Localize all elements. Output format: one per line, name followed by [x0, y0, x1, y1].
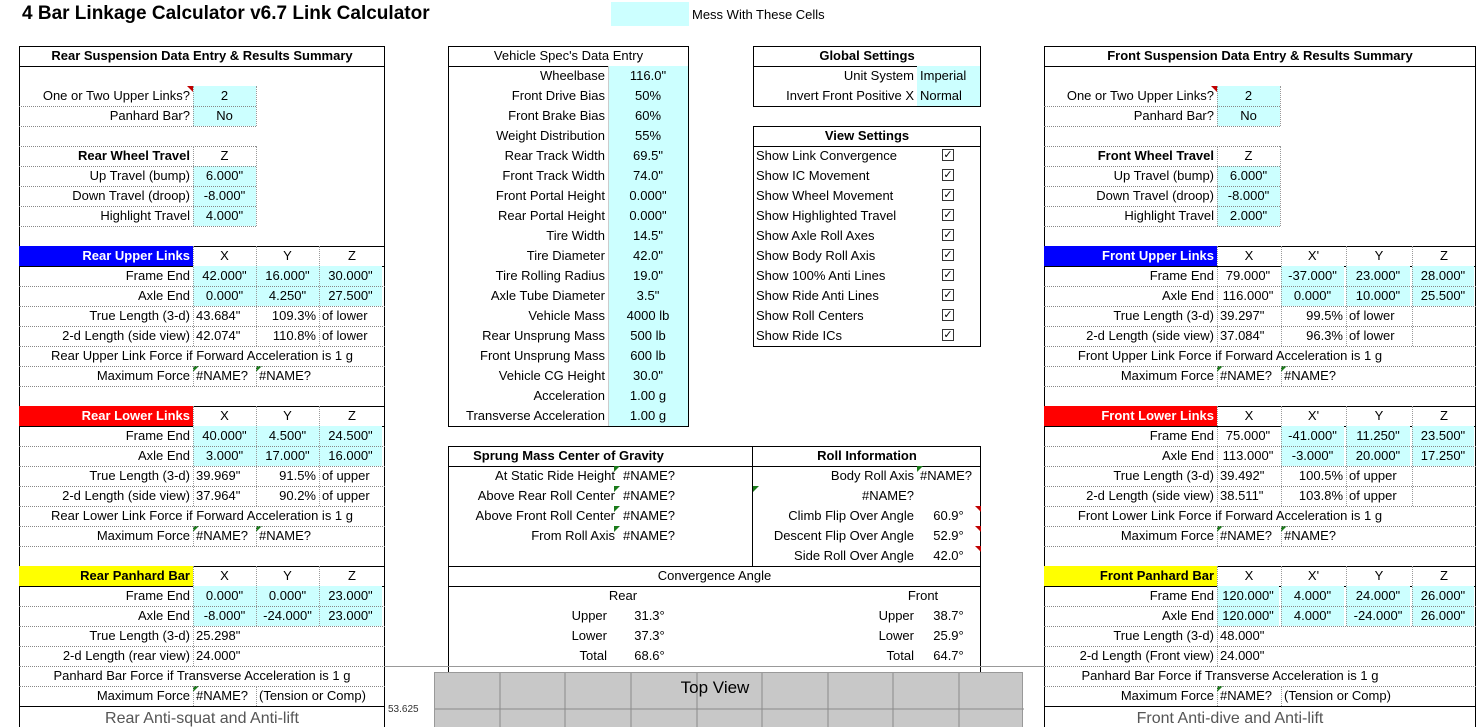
vehicle-spec-input[interactable]: 69.5": [608, 146, 688, 166]
front-upper-side-length-pct: 96.3%: [1306, 328, 1343, 343]
rear-upper-side-length-pct: 110.8%: [272, 328, 316, 343]
vehicle-spec-input[interactable]: 0.000": [608, 206, 688, 226]
vehicle-spec-input[interactable]: 42.0": [608, 246, 688, 266]
rear-panhard-frame-label: Frame End: [125, 588, 190, 603]
rear-upper-col-y: Y: [283, 248, 292, 263]
rear-panhard-max-force-note: (Tension or Comp): [259, 688, 366, 703]
rear-upper-true-length-label: True Length (3-d): [89, 308, 190, 323]
front-lower-axle-xp[interactable]: -3.000": [1281, 446, 1344, 466]
rear-upper-max-force-a: #NAME?: [196, 368, 249, 383]
rear-panhard-axle-x[interactable]: -8.000": [193, 606, 256, 626]
front-lower-max-force-label: Maximum Force: [1120, 528, 1214, 543]
vehicle-spec-header: Vehicle Spec's Data Entry: [493, 48, 644, 63]
rear-upper-col-z: Z: [348, 248, 356, 263]
vehicle-spec-label: Wheelbase: [539, 68, 605, 83]
rear-up-travel-input[interactable]: 6.000": [193, 166, 256, 186]
front-lower-axle-z[interactable]: 17.250": [1412, 446, 1474, 466]
vehicle-spec-input[interactable]: 19.0": [608, 266, 688, 286]
rear-lower-side-length-of: of upper: [322, 488, 370, 503]
front-lower-frame-y[interactable]: 11.250": [1346, 426, 1410, 446]
vehicle-spec-label: Tire Diameter: [526, 248, 605, 263]
rear-lower-axle-x[interactable]: 3.000": [193, 446, 256, 466]
front-lower-side-length-label: 2-d Length (side view): [1086, 488, 1214, 503]
front-lower-frame-x: 75.000": [1225, 428, 1271, 443]
front-upper-conv-value: 38.7°: [933, 608, 964, 623]
rear-upper-axle-y[interactable]: 4.250": [256, 286, 319, 306]
rear-panhard-rear-length: 24.000": [196, 648, 241, 663]
rear-panhard-input[interactable]: No: [193, 106, 256, 126]
front-upper-axle-label: Axle End: [1161, 288, 1214, 303]
front-upper-max-force-label: Maximum Force: [1120, 368, 1214, 383]
vehicle-spec-input[interactable]: 116.0": [608, 66, 688, 86]
view-setting-checkbox[interactable]: ✓: [943, 169, 953, 181]
front-lower-side-length-of: of upper: [1349, 488, 1397, 503]
rear-panhard-col-y: Y: [283, 568, 292, 583]
vehicle-spec-input[interactable]: 4000 lb: [608, 306, 688, 326]
rear-lower-max-force-a: #NAME?: [196, 528, 249, 543]
rear-lower-conv-value: 37.3°: [634, 628, 665, 643]
rear-panhard-bar-title: Rear Panhard Bar: [19, 566, 193, 586]
rear-highlight-travel-label: Highlight Travel: [100, 208, 190, 223]
front-upper-side-length-label: 2-d Length (side view): [1086, 328, 1214, 343]
vehicle-spec-label: Transverse Acceleration: [466, 408, 605, 423]
rear-lower-side-length-pct: 90.2%: [279, 488, 316, 503]
front-upper-conv-label: Upper: [878, 608, 914, 623]
view-setting-label: Show Roll Centers: [756, 308, 864, 323]
front-lower-side-length-pct: 103.8%: [1298, 488, 1343, 503]
cg-row-label: At Static Ride Height: [495, 468, 615, 483]
front-lower-col-z: Z: [1440, 408, 1448, 423]
vehicle-spec-label: Rear Portal Height: [498, 208, 605, 223]
front-panhard-true-length: 48.000": [1220, 628, 1265, 643]
rear-wheel-travel-axis: Z: [220, 148, 229, 163]
vehicle-spec-input[interactable]: 55%: [608, 126, 688, 146]
front-panhard-axle-xp[interactable]: 4.000": [1281, 606, 1344, 626]
rear-lower-frame-label: Frame End: [125, 428, 190, 443]
rear-upper-true-length: 43.684": [196, 308, 241, 323]
rear-header: Rear Suspension Data Entry & Results Summary: [51, 48, 353, 63]
rear-upper-side-length-of: of lower: [322, 328, 368, 343]
front-upper-max-force-b: #NAME?: [1284, 368, 1337, 383]
rear-upper-max-force-b: #NAME?: [259, 368, 312, 383]
cg-row-label: Above Front Roll Center: [475, 508, 615, 523]
front-panhard-front-length: 24.000": [1220, 648, 1265, 663]
front-lower-true-length-pct: 100.5%: [1298, 468, 1343, 483]
rear-panhard-frame-x[interactable]: 0.000": [193, 586, 256, 606]
front-panhard-max-force-label: Maximum Force: [1120, 688, 1214, 703]
front-upper-true-length-pct: 99.5%: [1306, 308, 1343, 323]
convergence-rear-label: Rear: [608, 588, 638, 603]
front-panhard-title: Front Panhard Bar: [1044, 566, 1217, 586]
cg-row-label: From Roll Axis: [531, 528, 615, 543]
rear-upper-col-x: X: [220, 248, 229, 263]
front-lower-side-length: 38.511": [1220, 488, 1264, 503]
rear-panhard-col-z: Z: [348, 568, 356, 583]
rear-panhard-force-text: Panhard Bar Force if Transverse Acceleration is 1 g: [53, 668, 351, 683]
front-lower-col-xp: X': [1307, 408, 1320, 423]
rear-total-conv-label: Total: [579, 648, 607, 663]
rear-upper-axle-label: Axle End: [137, 288, 190, 303]
front-upper-axle-y[interactable]: 10.000": [1346, 286, 1410, 306]
rear-panhard-frame-y[interactable]: 0.000": [256, 586, 319, 606]
rear-upper-side-length: 42.074": [196, 328, 241, 343]
front-lower-axle-y[interactable]: 20.000": [1346, 446, 1410, 466]
body-roll-axis-value: #NAME?: [920, 468, 973, 483]
vehicle-spec-input[interactable]: 3.5": [608, 286, 688, 306]
vehicle-spec-label: Rear Track Width: [504, 148, 605, 163]
rear-lower-col-x: X: [220, 408, 229, 423]
front-upper-true-length-of: of lower: [1349, 308, 1395, 323]
roll-row-value: 52.9°: [933, 528, 964, 543]
convergence-header: Convergence Angle: [657, 568, 772, 583]
front-lower-conv-label: Lower: [878, 628, 914, 643]
rear-panhard-frame-z[interactable]: 23.000": [319, 586, 382, 606]
roll-row-label: Side Roll Over Angle: [794, 548, 914, 563]
front-total-conv-value: 64.7°: [933, 648, 964, 663]
view-setting-label: Show IC Movement: [756, 168, 870, 183]
rear-one-two-input[interactable]: 2: [193, 86, 256, 106]
view-setting-checkbox[interactable]: ✓: [943, 269, 953, 281]
front-lower-true-length-of: of upper: [1349, 468, 1397, 483]
vehicle-spec-input[interactable]: 60%: [608, 106, 688, 126]
front-wheel-travel-axis: Z: [1244, 148, 1253, 163]
rear-upper-max-force-label: Maximum Force: [96, 368, 190, 383]
front-anti-title: Front Anti-dive and Anti-lift: [1136, 710, 1324, 727]
vehicle-spec-input[interactable]: 600 lb: [608, 346, 688, 366]
top-view-side-value: 53.625: [388, 704, 419, 715]
front-panhard-max-force-a: #NAME?: [1220, 688, 1273, 703]
roll-info-header: Roll Information: [817, 448, 917, 463]
front-lower-force-text: Front Lower Link Force if Forward Acceleration is 1 g: [1077, 508, 1383, 523]
front-lower-axle-label: Axle End: [1161, 448, 1214, 463]
rear-panhard-axle-z[interactable]: 23.000": [319, 606, 382, 626]
front-up-travel-input[interactable]: 6.000": [1217, 166, 1280, 186]
front-lower-title: Front Lower Links: [1044, 406, 1217, 426]
rear-lower-links-title: Rear Lower Links: [19, 406, 193, 426]
front-lower-col-y: Y: [1374, 408, 1384, 423]
vehicle-spec-label: Front Brake Bias: [508, 108, 605, 123]
front-upper-col-y: Y: [1374, 248, 1384, 263]
front-panhard-max-force-b: (Tension or Comp): [1284, 688, 1391, 703]
invert-front-x-select[interactable]: Normal: [917, 86, 980, 106]
front-upper-frame-y[interactable]: 23.000": [1346, 266, 1410, 286]
front-panhard-col-y: Y: [1374, 568, 1384, 583]
front-upper-max-force-a: #NAME?: [1220, 368, 1273, 383]
rear-wheel-travel-label: Rear Wheel Travel: [78, 148, 190, 163]
body-roll-axis-label: Body Roll Axis: [830, 468, 914, 483]
front-lower-frame-xp[interactable]: -41.000": [1281, 426, 1344, 446]
rear-upper-conv-label: Upper: [571, 608, 607, 623]
vehicle-spec-label: Front Unsprung Mass: [480, 348, 605, 363]
front-upper-axle-x: 116.000": [1222, 288, 1274, 303]
front-upper-col-x: X: [1244, 248, 1254, 263]
unit-system-label: Unit System: [843, 68, 914, 83]
front-up-travel-label: Up Travel (bump): [1113, 168, 1214, 183]
cg-row-value: #NAME?: [623, 468, 676, 483]
rear-upper-axle-z[interactable]: 27.500": [319, 286, 382, 306]
cg-row-value: #NAME?: [623, 508, 676, 523]
front-lower-true-length: 39.492": [1220, 468, 1265, 483]
vehicle-spec-label: Vehicle Mass: [528, 308, 605, 323]
vehicle-spec-input[interactable]: 14.5": [608, 226, 688, 246]
roll-secondary-value: #NAME?: [861, 488, 914, 503]
front-lower-frame-label: Frame End: [1149, 428, 1214, 443]
cg-row-value: #NAME?: [623, 528, 676, 543]
rear-lower-true-length-pct: 91.5%: [279, 468, 316, 483]
view-settings-header: View Settings: [824, 128, 910, 143]
vehicle-spec-input[interactable]: 74.0": [608, 166, 688, 186]
view-setting-label: Show Ride Anti Lines: [756, 288, 879, 303]
front-panhard-frame-label: Frame End: [1149, 588, 1214, 603]
vehicle-spec-input[interactable]: 500 lb: [608, 326, 688, 346]
view-setting-label: Show Wheel Movement: [756, 188, 894, 203]
roll-row-value: 42.0°: [933, 548, 964, 563]
page-title: 4 Bar Linkage Calculator v6.7 Link Calculator: [22, 3, 430, 24]
vehicle-spec-input[interactable]: 50%: [608, 86, 688, 106]
front-panhard-front-length-label: 2-d Length (Front view): [1079, 648, 1214, 663]
front-upper-col-z: Z: [1440, 248, 1448, 263]
front-panhard-frame-y[interactable]: 24.000": [1346, 586, 1410, 606]
front-lower-axle-x: 113.000": [1222, 448, 1274, 463]
top-view-chart[interactable]: [434, 672, 1023, 727]
front-one-two-input[interactable]: 2: [1217, 86, 1280, 106]
rear-one-two-label: One or Two Upper Links?: [42, 88, 190, 103]
rear-down-travel-input[interactable]: -8.000": [193, 186, 256, 206]
front-upper-frame-x: 79.000": [1225, 268, 1271, 283]
front-upper-axle-xp[interactable]: 0.000": [1281, 286, 1344, 306]
rear-lower-force-text: Rear Lower Link Force if Forward Acceleration is 1 g: [50, 508, 353, 523]
front-upper-frame-z[interactable]: 28.000": [1412, 266, 1474, 286]
front-upper-col-xp: X': [1307, 248, 1320, 263]
rear-lower-true-length-of: of upper: [322, 468, 370, 483]
rear-upper-true-length-of: of lower: [322, 308, 368, 323]
rear-upper-frame-label: Frame End: [125, 268, 190, 283]
front-panhard-force-text: Panhard Bar Force if Transverse Acceleration is 1 g: [1081, 668, 1379, 683]
front-panhard-label: Panhard Bar?: [1133, 108, 1214, 123]
rear-lower-side-length-label: 2-d Length (side view): [62, 488, 190, 503]
view-setting-checkbox[interactable]: ✓: [943, 209, 953, 221]
roll-row-label: Descent Flip Over Angle: [773, 528, 914, 543]
front-down-travel-input[interactable]: -8.000": [1217, 186, 1280, 206]
vehicle-spec-label: Tire Width: [546, 228, 605, 243]
front-upper-force-text: Front Upper Link Force if Forward Acceleration is 1 g: [1077, 348, 1383, 363]
rear-lower-max-force-label: Maximum Force: [96, 528, 190, 543]
rear-lower-conv-label: Lower: [571, 628, 607, 643]
rear-lower-axle-label: Axle End: [137, 448, 190, 463]
front-lower-max-force-a: #NAME?: [1220, 528, 1273, 543]
convergence-front-label: Front: [907, 588, 939, 603]
view-setting-label: Show Ride ICs: [756, 328, 842, 343]
front-upper-true-length: 39.297": [1220, 308, 1265, 323]
rear-highlight-travel-input[interactable]: 4.000": [193, 206, 256, 226]
front-panhard-col-x: X: [1244, 568, 1254, 583]
rear-panhard-max-force-a: #NAME?: [196, 688, 249, 703]
vehicle-spec-label: Rear Unsprung Mass: [482, 328, 605, 343]
rear-upper-frame-y[interactable]: 16.000": [256, 266, 319, 286]
rear-upper-true-length-pct: 109.3%: [271, 308, 316, 323]
front-highlight-travel-label: Highlight Travel: [1124, 208, 1214, 223]
front-one-two-label: One or Two Upper Links?: [1066, 88, 1214, 103]
rear-panhard-label: Panhard Bar?: [109, 108, 190, 123]
vehicle-spec-input[interactable]: 1.00 g: [608, 406, 688, 426]
view-setting-checkbox[interactable]: ✓: [943, 229, 953, 241]
front-panhard-axle-y[interactable]: -24.000": [1346, 606, 1410, 626]
view-setting-label: Show Body Roll Axis: [756, 248, 876, 263]
rear-lower-col-z: Z: [348, 408, 356, 423]
vehicle-spec-label: Vehicle CG Height: [498, 368, 605, 383]
view-setting-label: Show Highlighted Travel: [756, 208, 897, 223]
rear-upper-frame-x[interactable]: 42.000": [193, 266, 256, 286]
front-highlight-travel-input[interactable]: 2.000": [1217, 206, 1280, 226]
view-setting-checkbox[interactable]: ✓: [943, 149, 953, 161]
rear-panhard-rear-length-label: 2-d Length (rear view): [62, 648, 190, 663]
front-panhard-col-z: Z: [1440, 568, 1448, 583]
rear-upper-axle-x[interactable]: 0.000": [193, 286, 256, 306]
front-header: Front Suspension Data Entry & Results Summary: [1107, 48, 1413, 63]
vehicle-spec-label: Acceleration: [533, 388, 605, 403]
front-panhard-frame-xp[interactable]: 4.000": [1281, 586, 1344, 606]
front-upper-axle-z[interactable]: 25.500": [1412, 286, 1474, 306]
front-wheel-travel-label: Front Wheel Travel: [1097, 148, 1214, 163]
cg-header: Sprung Mass Center of Gravity: [473, 448, 664, 463]
front-panhard-axle-label: Axle End: [1161, 608, 1214, 623]
view-setting-label: Show Axle Roll Axes: [756, 228, 875, 243]
front-upper-frame-label: Frame End: [1149, 268, 1214, 283]
view-setting-checkbox[interactable]: ✓: [943, 309, 953, 321]
view-setting-checkbox[interactable]: ✓: [943, 329, 953, 341]
rear-lower-true-length: 39.969": [196, 468, 241, 483]
rear-lower-true-length-label: True Length (3-d): [89, 468, 190, 483]
front-upper-side-length-of: of lower: [1349, 328, 1395, 343]
front-panhard-input[interactable]: No: [1217, 106, 1280, 126]
rear-panhard-true-length: 25.298": [196, 628, 241, 643]
view-setting-checkbox[interactable]: ✓: [943, 189, 953, 201]
rear-upper-links-title: Rear Upper Links: [19, 246, 193, 266]
rear-upper-frame-z[interactable]: 30.000": [319, 266, 382, 286]
legend-label: Mess With These Cells: [692, 7, 825, 22]
rear-lower-frame-y[interactable]: 4.500": [256, 426, 319, 446]
view-setting-checkbox[interactable]: ✓: [943, 289, 953, 301]
front-down-travel-label: Down Travel (droop): [1096, 188, 1214, 203]
front-panhard-frame-x[interactable]: 120.000": [1217, 586, 1279, 606]
rear-lower-max-force-b: #NAME?: [259, 528, 312, 543]
rear-lower-side-length: 37.964": [196, 488, 241, 503]
rear-panhard-true-length-label: True Length (3-d): [89, 628, 190, 643]
legend-swatch: [611, 2, 689, 26]
vehicle-spec-input[interactable]: 30.0": [608, 366, 688, 386]
front-upper-true-length-label: True Length (3-d): [1113, 308, 1214, 323]
front-panhard-axle-x[interactable]: 120.000": [1217, 606, 1279, 626]
invert-front-x-label: Invert Front Positive X: [786, 88, 914, 103]
rear-panhard-col-x: X: [220, 568, 229, 583]
front-upper-frame-xp[interactable]: -37.000": [1281, 266, 1344, 286]
view-setting-checkbox[interactable]: ✓: [943, 249, 953, 261]
vehicle-spec-label: Front Track Width: [502, 168, 605, 183]
vehicle-spec-input[interactable]: 0.000": [608, 186, 688, 206]
rear-lower-col-y: Y: [283, 408, 292, 423]
rear-lower-frame-x[interactable]: 40.000": [193, 426, 256, 446]
roll-row-value: 60.9°: [933, 508, 964, 523]
vehicle-spec-label: Front Portal Height: [495, 188, 605, 203]
rear-panhard-max-force-label: Maximum Force: [96, 688, 190, 703]
vehicle-spec-input[interactable]: 1.00 g: [608, 386, 688, 406]
front-upper-title: Front Upper Links: [1044, 246, 1217, 266]
rear-upper-conv-value: 31.3°: [634, 608, 665, 623]
front-lower-col-x: X: [1244, 408, 1254, 423]
vehicle-spec-label: Front Drive Bias: [511, 88, 605, 103]
rear-up-travel-label: Up Travel (bump): [89, 168, 190, 183]
rear-lower-axle-y[interactable]: 17.000": [256, 446, 319, 466]
front-lower-conv-value: 25.9°: [933, 628, 964, 643]
rear-anti-title: Rear Anti-squat and Anti-lift: [105, 710, 299, 727]
rear-total-conv-value: 68.6°: [634, 648, 665, 663]
front-panhard-true-length-label: True Length (3-d): [1113, 628, 1214, 643]
rear-upper-side-length-label: 2-d Length (side view): [62, 328, 190, 343]
global-settings-header: Global Settings: [819, 48, 915, 63]
rear-lower-frame-z[interactable]: 24.500": [319, 426, 382, 446]
front-lower-true-length-label: True Length (3-d): [1113, 468, 1214, 483]
vehicle-spec-label: Tire Rolling Radius: [495, 268, 605, 283]
cg-row-label: Above Rear Roll Center: [477, 488, 615, 503]
vehicle-spec-label: Axle Tube Diameter: [490, 288, 605, 303]
vehicle-spec-label: Weight Distribution: [496, 128, 605, 143]
rear-down-travel-label: Down Travel (droop): [72, 188, 190, 203]
rear-panhard-axle-label: Axle End: [137, 608, 190, 623]
front-total-conv-label: Total: [886, 648, 914, 663]
cg-row-value: #NAME?: [623, 488, 676, 503]
front-upper-side-length: 37.084": [1220, 328, 1265, 343]
view-setting-label: Show Link Convergence: [756, 148, 897, 163]
rear-upper-force-text: Rear Upper Link Force if Forward Acceleration is 1 g: [50, 348, 353, 363]
top-view-title: Top View: [680, 678, 750, 697]
view-setting-label: Show 100% Anti Lines: [756, 268, 886, 283]
front-panhard-frame-z[interactable]: 26.000": [1412, 586, 1474, 606]
front-panhard-axle-z[interactable]: 26.000": [1412, 606, 1474, 626]
front-panhard-col-xp: X': [1307, 568, 1320, 583]
rear-lower-axle-z[interactable]: 16.000": [319, 446, 382, 466]
roll-row-label: Climb Flip Over Angle: [788, 508, 914, 523]
unit-system-select[interactable]: Imperial: [917, 66, 980, 86]
front-lower-frame-z[interactable]: 23.500": [1412, 426, 1474, 446]
front-lower-max-force-b: #NAME?: [1284, 528, 1337, 543]
rear-panhard-axle-y[interactable]: -24.000": [256, 606, 319, 626]
